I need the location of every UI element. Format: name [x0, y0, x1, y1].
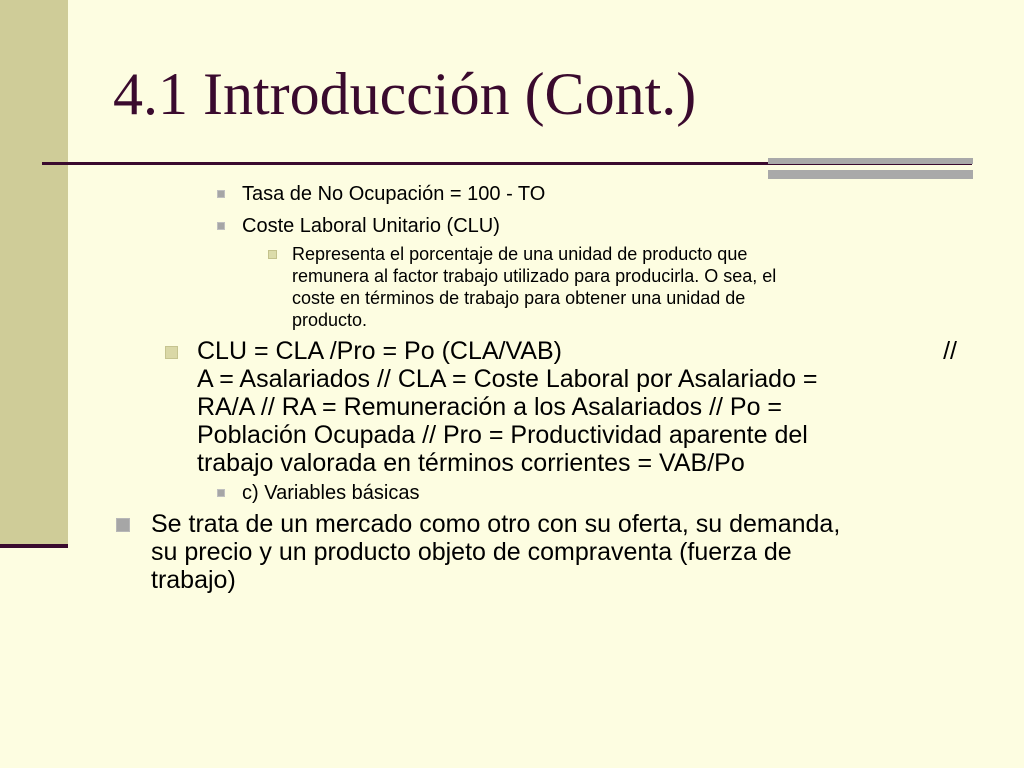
clu-line: A = Asalariados // CLA = Coste Laboral por Asalariado =: [197, 365, 818, 393]
representa-line: coste en términos de trabajo para obtener una unidad de: [292, 288, 746, 308]
bullet-variables-basicas: c) Variables básicas: [242, 482, 420, 504]
bullet-mercado: [151, 510, 840, 594]
sub-bullet-representa: [292, 243, 776, 331]
clu-formula-text: CLU = CLA /Pro = Po (CLA/VAB): [197, 337, 562, 365]
bullet-tasa-no-ocupacion: Tasa de No Ocupación = 100 - TO: [242, 183, 546, 205]
left-accent-bar: [0, 0, 68, 548]
mercado-line: Se trata de un mercado como otro con su oferta, su demanda,: [151, 510, 841, 538]
bullet-clu-formula: [197, 337, 957, 477]
clu-line: RA/A // RA = Remuneración a los Asalariados // Po =: [197, 393, 783, 421]
clu-first-line: [197, 337, 957, 365]
clu-separator: //: [943, 337, 957, 365]
representa-line: Representa el porcentaje de una unidad de producto que: [292, 244, 748, 264]
decorative-gray-bar-bottom: [768, 170, 973, 179]
representa-line: producto.: [292, 310, 368, 330]
left-accent-bar-underline: [0, 544, 68, 548]
square-bullet-icon: [268, 250, 277, 259]
square-bullet-icon: [217, 190, 225, 198]
clu-line: trabajo valorada en términos corrientes = VAB/Po: [197, 449, 745, 477]
square-bullet-icon: [217, 489, 225, 497]
slide-title: 4.1 Introducción (Cont.): [113, 61, 697, 127]
clu-line: Población Ocupada // Pro = Productividad aparente del: [197, 421, 808, 449]
square-bullet-icon: [217, 222, 225, 230]
decorative-gray-bar-top: [768, 158, 973, 164]
square-bullet-icon: [165, 346, 178, 359]
bullet-coste-laboral-unitario: Coste Laboral Unitario (CLU): [242, 215, 500, 237]
mercado-line: su precio y un producto objeto de compraventa (fuerza de: [151, 538, 792, 566]
representa-line: remunera al factor trabajo utilizado para producirla. O sea, el: [292, 266, 777, 286]
square-bullet-icon: [116, 518, 130, 532]
mercado-line: trabajo): [151, 566, 236, 594]
